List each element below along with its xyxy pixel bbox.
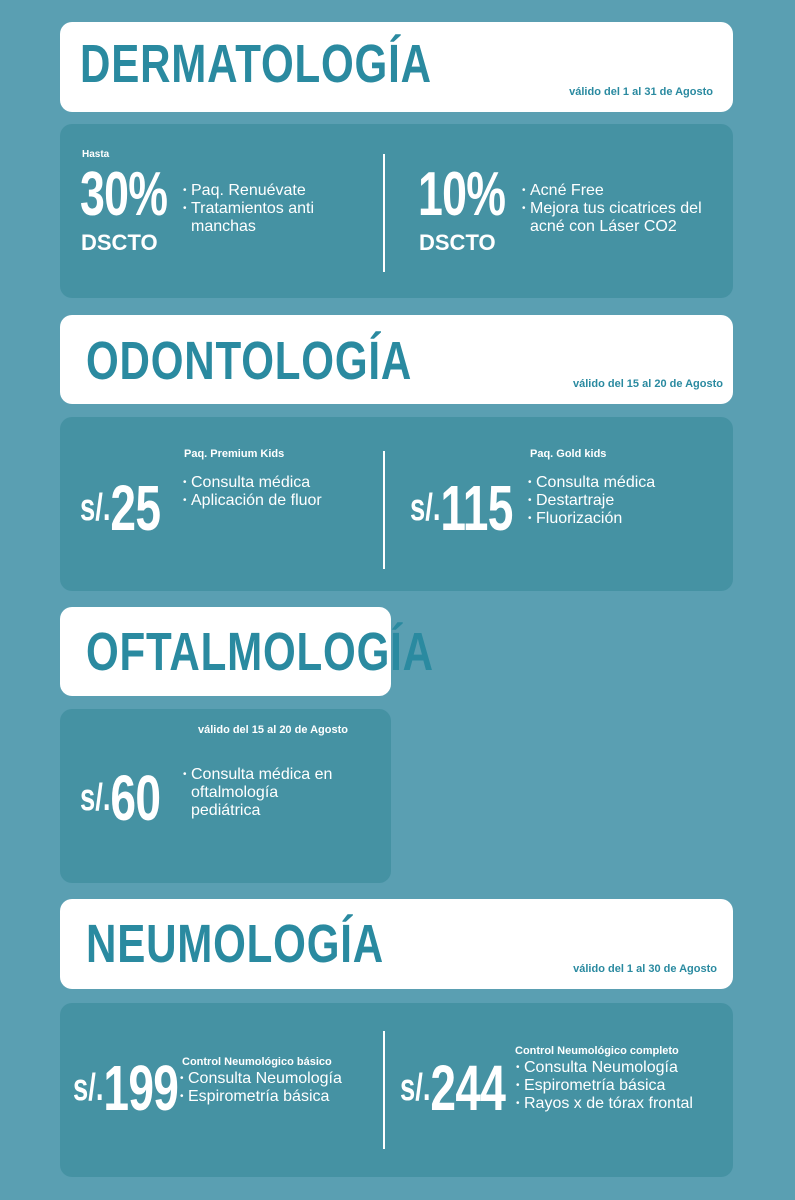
dermatologia-header [60,22,733,112]
dermatologia-divider [383,154,385,272]
list-item: • Tratamientos anti manchas [183,200,323,236]
neumologia-left-list [180,1070,380,1106]
list-item: • Rayos x de tórax frontal [516,1095,726,1113]
price-amount: 115 [440,472,513,544]
dermatologia-panel [60,124,733,298]
dermatologia-right-list [522,182,717,236]
currency-label: s/. [73,1067,104,1109]
dermatologia-title: DERMATOLOGÍA [80,34,432,94]
odontologia-title: ODONTOLOGÍA [86,331,413,391]
oftalmologia-validity: válido del 15 al 20 de Agosto [198,724,348,736]
list-item: • Consulta Neumología [180,1070,380,1088]
neumologia-right-list [516,1059,726,1113]
dermatologia-right-percent: 10% [418,160,506,229]
list-item: • Acné Free [522,182,717,200]
list-item: • Consulta médica [528,474,718,492]
list-item: • Espirometría básica [180,1088,380,1106]
oftalmologia-header [60,607,434,696]
odontologia-panel [60,417,733,591]
list-item: • Consulta Neumología [516,1059,726,1077]
oftalmologia-panel [60,709,391,883]
list-item: • Consulta médica en oftalmología pediátrica [183,766,343,820]
dermatologia-validity: válido del 1 al 31 de Agosto [569,86,713,98]
list-item: • Fluorización [528,510,718,528]
odontologia-header [60,315,733,404]
currency-label: s/. [80,487,111,529]
odontologia-right-price [410,472,513,544]
dermatologia-right-dscto: DSCTO [419,230,496,255]
oftalmologia-list [183,766,343,820]
neumologia-left-price [73,1052,179,1124]
currency-label: s/. [400,1067,431,1109]
list-item: • Consulta médica [183,474,373,492]
neumologia-title: NEUMOLOGÍA [86,914,384,974]
neumologia-divider [383,1031,385,1149]
dermatologia-left-dscto: DSCTO [81,230,158,255]
dermatologia-left-prefix: Hasta [82,149,110,160]
price-amount: 25 [110,472,161,544]
neumologia-left-package: Control Neumológico básico [182,1056,332,1068]
price-amount: 244 [430,1052,506,1124]
dermatologia-left-percent: 30% [80,160,168,229]
neumologia-right-price [400,1052,506,1124]
list-item: • Destartraje [528,492,718,510]
list-item: • Paq. Renuévate [183,182,323,200]
list-item: • Espirometría básica [516,1077,726,1095]
list-item: • Mejora tus cicatrices del acné con Láser CO2 [522,200,717,236]
neumologia-header [60,899,733,989]
oftalmologia-price [80,762,161,834]
odontologia-left-package: Paq. Premium Kids [184,448,285,460]
neumologia-validity: válido del 1 al 30 de Agosto [573,963,717,975]
oftalmologia-title: OFTALMOLOGÍA [86,622,434,682]
neumologia-right-package: Control Neumológico completo [515,1045,679,1057]
list-item: • Aplicación de fluor [183,492,373,510]
price-amount: 199 [103,1052,179,1124]
dermatologia-left-list [183,182,323,236]
neumologia-panel [60,1003,733,1177]
currency-label: s/. [80,777,111,819]
odontologia-right-package: Paq. Gold kids [530,448,607,460]
price-amount: 60 [110,762,161,834]
currency-label: s/. [410,487,441,529]
odontologia-validity: válido del 15 al 20 de Agosto [573,378,723,390]
odontologia-right-list [528,474,718,528]
odontologia-divider [383,451,385,569]
odontologia-left-list [183,474,373,510]
odontologia-left-price [80,472,161,544]
